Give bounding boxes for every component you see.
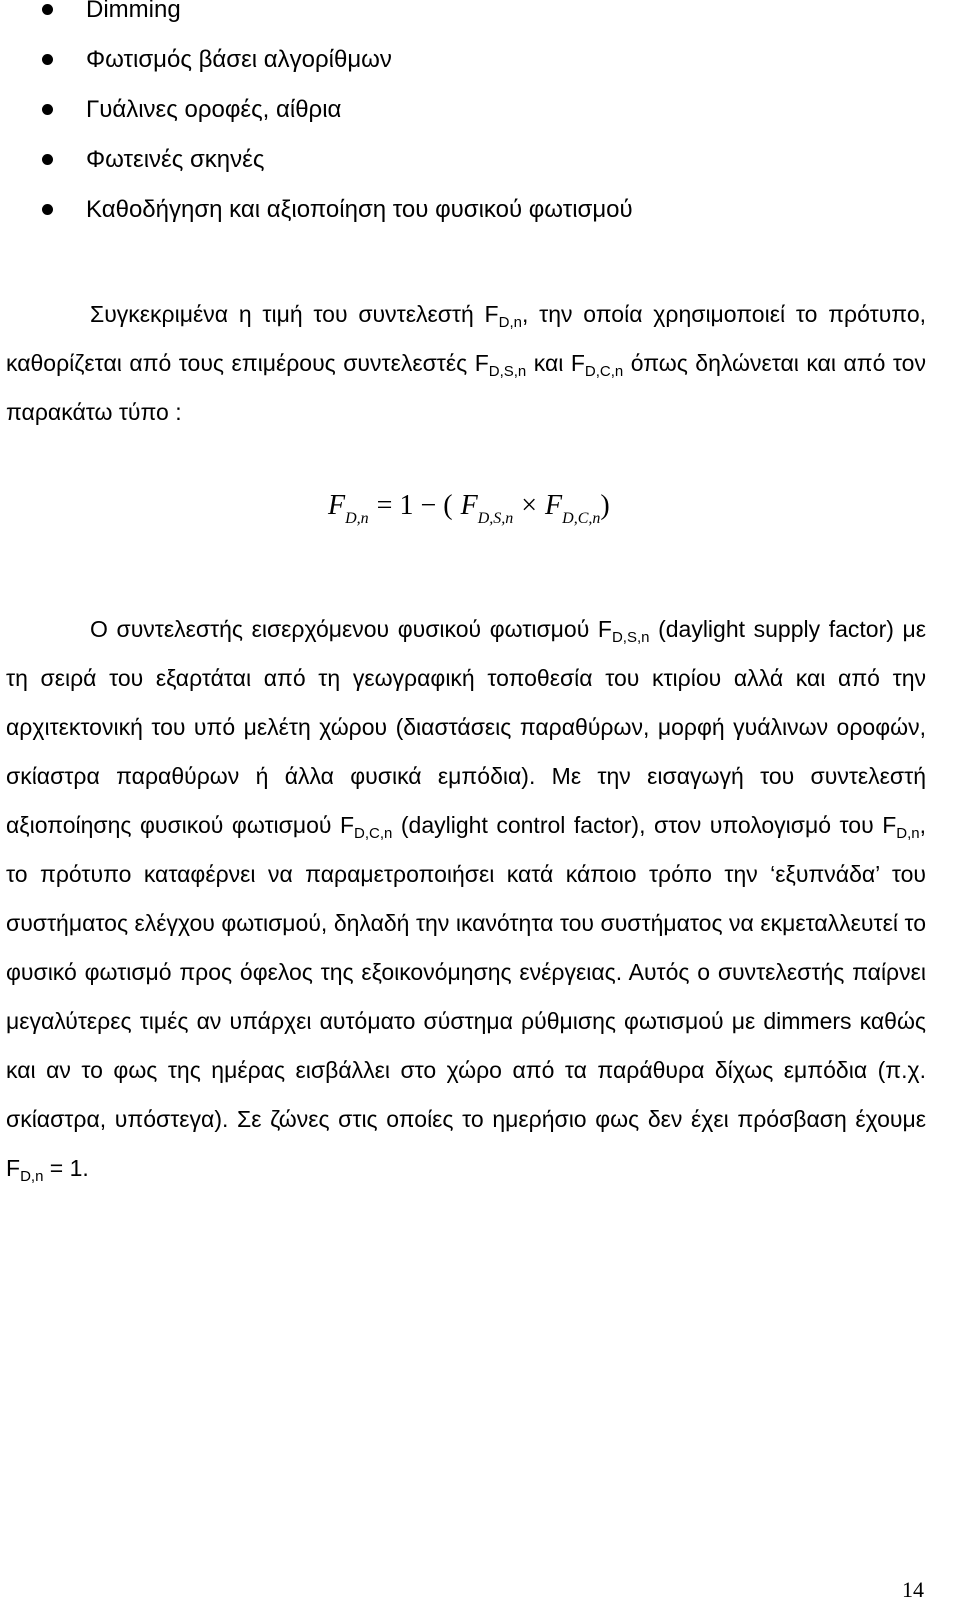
bullet-item [0,144,900,176]
bullet-item [0,94,900,126]
formula-subscript: D,C,n [562,510,601,527]
formula-operator: = 1 − ( [376,490,453,521]
bullet-item [0,0,900,26]
bullet-text: Καθοδήγηση και αξιοποίηση του φυσικού φωτισμού [86,196,633,223]
paragraph-text: και F [526,350,585,376]
subscript: D,S,n [488,363,527,380]
paragraph-text: , το πρότυπο καταφέρνει να παραμετροποιήσει κατά κάποιο τρόπο την ‘εξυπνάδα’ του συστήματος ελέγχου φωτισμού, δηλαδή την ικανότητα του συστήματος να εκμεταλλευτεί το φυσικό φωτισμό προς όφελος της εξοικονόμησης ενέργειας. Αυτός ο συντελεστής παίρνει μεγαλύτερες τιμές αν υπάρχει αυτόματο σύστημα ρύθμισης φωτισμού με dimmers καθώς και αν το φως της ημέρας εισβάλλει στο χώρο από τα παράθυρα δίχως εμπόδια (π.χ. σκίαστρα, υπόστεγα). Σε ζώνες στις οποίες το ημερήσιο φως δεν έχει πρόσβαση έχουμε F [6,812,926,1181]
bullet-text: Φωτεινές σκηνές [86,146,265,173]
formula [328,488,648,538]
subscript: D,n [20,1168,44,1185]
bullet-dot-icon [42,204,53,215]
paragraph-text: Συγκεκριμένα η τιμή του συντελεστή F [90,301,499,327]
subscript: D,C,n [584,363,624,380]
bullet-dot-icon [42,104,53,115]
formula-symbol: F [328,490,346,521]
formula-symbol: F [545,490,563,521]
bullet-dot-icon [42,54,53,65]
bullet-item [0,44,900,76]
bullet-dot-icon [42,154,53,165]
paragraph-text: , την οποία χρησιμοποιεί το πρότυπο, καθορίζεται από τους επιμέρους συντελεστές F [6,301,926,376]
formula-subscript: D,n [345,510,369,527]
bullet-text: Γυάλινες οροφές, αίθρια [86,96,342,123]
formula-operator: × [521,490,538,521]
intro-paragraph [6,290,926,437]
subscript: D,n [498,314,522,331]
paragraph-text: = 1. [43,1155,89,1181]
paragraph-text: (daylight supply factor) με τη σειρά του εξαρτάται από τη γεωγραφική τοποθεσία του κτιρίου αλλά και από την αρχιτεκτονική του υπό μελέτη χώρου (διαστάσεις παραθύρων, μορφή γυάλινων οροφών, σκίαστρα παραθύρων ή άλλα φυσικά εμπόδια). Με την εισαγωγή του συντελεστή αξιοποίησης φυσικού φωτισμού F [6,616,926,838]
bullet-item [0,194,900,226]
subscript: D,C,n [354,825,393,842]
formula-operator: ) [600,490,610,521]
formula-symbol: F [460,490,478,521]
formula-subscript: D,S,n [477,510,514,527]
page-number: 14 [902,1577,924,1602]
paragraph-text: όπως δηλώνεται και από τον παρακάτω τύπο : [6,350,926,425]
subscript: D,n [896,825,920,842]
subscript: D,S,n [611,629,650,646]
bullet-text: Φωτισμός βάσει αλγορίθμων [86,46,392,73]
bullet-dot-icon [42,4,53,15]
paragraph-text: Ο συντελεστής εισερχόμενου φυσικού φωτισμού F [90,616,612,642]
bullet-text: Dimming [86,0,181,23]
paragraph-text: (daylight control factor), στον υπολογισμό του F [392,812,897,838]
body-paragraph [6,605,926,1193]
